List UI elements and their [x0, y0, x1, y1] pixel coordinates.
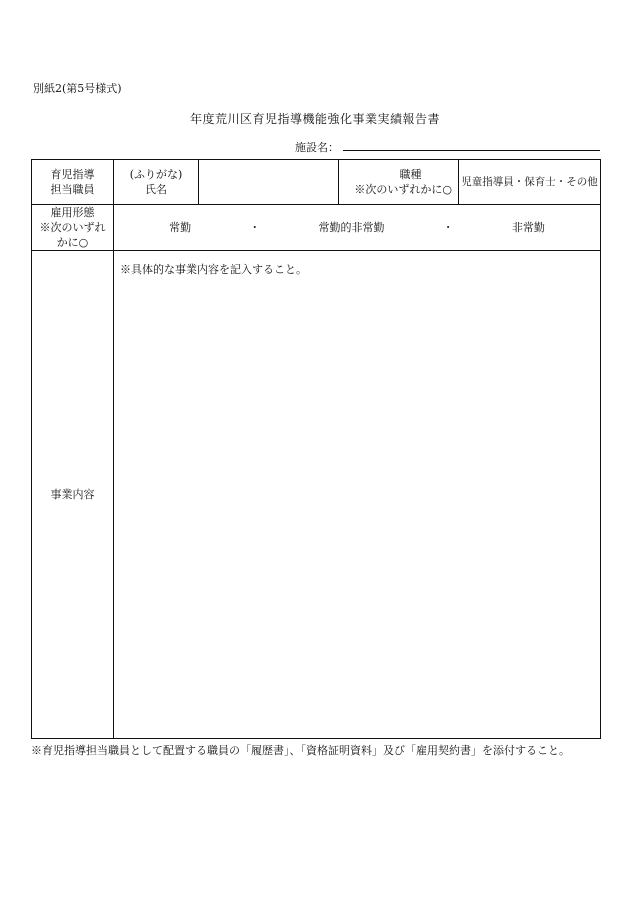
job-options-cell[interactable]: 児童指導員・保育士・その他 [459, 160, 601, 205]
attachment-note: ※育児指導担当職員として配置する職員の「履歴書」、「資格証明資料」及び「雇用契約書」を添付すること。 [31, 744, 570, 757]
option-full-time[interactable]: 常勤 [169, 221, 192, 234]
employment-label-line2: ※次のいずれ [39, 221, 106, 234]
employment-row [32, 205, 601, 251]
report-table [31, 159, 601, 739]
employment-options-cell [114, 205, 601, 251]
furigana-label: (ふりがな) [129, 168, 183, 181]
employment-label-line1: 雇用形態 [50, 206, 95, 219]
facility-name-field[interactable] [343, 150, 600, 151]
option-separator-1: ・ [249, 221, 261, 234]
staff-label-line2: 担当職員 [50, 183, 95, 196]
job-label-line2: ※次のいずれかに○ [354, 183, 452, 196]
name-input-cell[interactable] [199, 160, 339, 205]
content-label-cell: 事業内容 [32, 251, 114, 739]
staff-label-line1: 育児指導 [50, 168, 95, 181]
page-title: 年度荒川区育児指導機能強化事業実績報告書 [189, 112, 440, 126]
staff-label-cell [32, 160, 114, 205]
content-row [32, 251, 601, 739]
job-label-cell [339, 160, 459, 205]
form-number-label: 別紙2(第5号様式) [33, 82, 122, 95]
job-label-line1: 職種 [399, 168, 422, 181]
staff-row [32, 160, 601, 205]
employment-label-cell [32, 205, 114, 251]
content-input-cell[interactable] [114, 251, 601, 739]
name-label-cell [114, 160, 199, 205]
employment-label-line3: かに○ [56, 236, 89, 249]
content-hint: ※具体的な事業内容を記入すること。 [120, 263, 307, 276]
option-separator-2: ・ [442, 221, 454, 234]
name-label: 氏名 [145, 183, 167, 196]
option-quasi-full-time[interactable]: 常勤的非常勤 [318, 221, 385, 234]
option-part-time[interactable]: 非常勤 [511, 221, 545, 234]
facility-name-label: 施設名： [295, 141, 339, 154]
